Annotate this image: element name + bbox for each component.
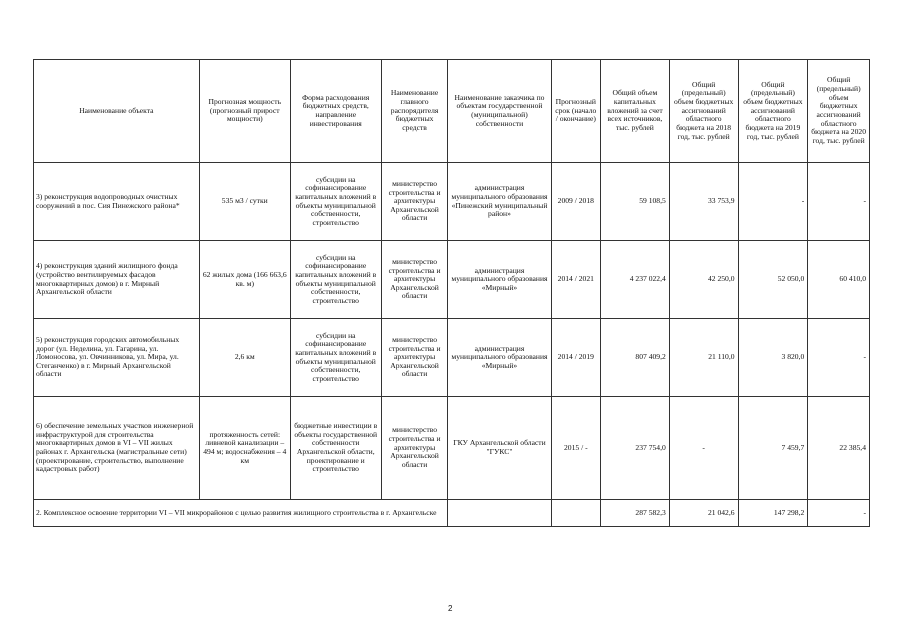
cell-capacity: протяженность сетей: ливневой канализации – 494 м; водоснабжения – 4 км: [199, 397, 290, 500]
cell-2018: 21 110,0: [669, 319, 738, 397]
summary-2020: -: [808, 500, 870, 527]
cell-customer: ГКУ Архангельской области "ГУКС": [448, 397, 551, 500]
cell-object-name: 6) обеспечение земельных участков инженерной инфраструктурой для строительства многоквартирных домов в VI – VII жилых районах г. Архангельска (магистральные сети) (проектирование, строительство, выполнение кадастровых работ): [34, 397, 200, 500]
cell-total: 4 237 022,4: [601, 241, 670, 319]
cell-object-name: 3) реконструкция водопроводных очистных сооружений в пос. Сия Пинежского района*: [34, 163, 200, 241]
table-row: [34, 397, 870, 500]
cell-total: 237 754,0: [601, 397, 670, 500]
summary-empty-customer: [448, 500, 551, 527]
summary-empty-term: [551, 500, 601, 527]
cell-capacity: 535 м3 / сутки: [199, 163, 290, 241]
cell-form: субсидии на софинансирование капитальных вложений в объекты муниципальной собственности, строительство: [290, 319, 381, 397]
cell-object-name: 5) реконструкция городских автомобильных дорог (ул. Неделина, ул. Гагарина, ул. Ломоносова, ул. Овчинникова, ул. Мира, ул. Стеганченко) в г. Мирный Архангельской области: [34, 319, 200, 397]
cell-2020: 22 385,4: [808, 397, 870, 500]
page-number: 2: [448, 604, 453, 613]
cell-2018: 42 250,0: [669, 241, 738, 319]
cell-customer: администрация муниципального образования «Пинежский муниципальный район»: [448, 163, 551, 241]
table-header-row: [34, 60, 870, 163]
table-row: [34, 163, 870, 241]
table-row: [34, 319, 870, 397]
cell-capacity: 2,6 км: [199, 319, 290, 397]
cell-customer: администрация муниципального образования «Мирный»: [448, 319, 551, 397]
summary-section-name: 2. Комплексное освоение территории VI – VII микрорайонов с целью развития жилищного строительства в г. Архангельске: [34, 500, 448, 527]
cell-term: 2014 / 2021: [551, 241, 601, 319]
summary-total: 287 582,3: [601, 500, 670, 527]
cell-form: субсидии на софинансирование капитальных вложений в объекты муниципальной собственности, строительство: [290, 241, 381, 319]
header-2020: Общий (предельный) объем бюджетных ассигнований областного бюджета на 2020 год, тыс. рублей: [808, 60, 870, 163]
investment-table: [33, 59, 870, 527]
cell-term: 2014 / 2019: [551, 319, 601, 397]
table-row: [34, 241, 870, 319]
cell-2018: 33 753,9: [669, 163, 738, 241]
cell-2020: -: [808, 163, 870, 241]
cell-2019: 52 050,0: [738, 241, 808, 319]
header-customer: Наименование заказчика по объектам государственной (муниципальной) собственности: [448, 60, 551, 163]
cell-manager: министерство строительства и архитектуры Архангельской области: [381, 397, 448, 500]
cell-form: субсидии на софинансирование капитальных вложений в объекты муниципальной собственности, строительство: [290, 163, 381, 241]
table-summary-row: [34, 500, 870, 527]
cell-total: 807 409,2: [601, 319, 670, 397]
header-total: Общий объем капитальных вложений за счет всех источников, тыс. рублей: [601, 60, 670, 163]
cell-total: 59 108,5: [601, 163, 670, 241]
header-term: Прогнозный срок (начало / окончание): [551, 60, 601, 163]
cell-term: 2015 / -: [551, 397, 601, 500]
cell-2019: 7 459,7: [738, 397, 808, 500]
cell-2019: 3 820,0: [738, 319, 808, 397]
cell-capacity: 62 жилых дома (166 663,6 кв. м): [199, 241, 290, 319]
cell-manager: министерство строительства и архитектуры Архангельской области: [381, 319, 448, 397]
cell-manager: министерство строительства и архитектуры Архангельской области: [381, 241, 448, 319]
cell-object-name: 4) реконструкция зданий жилищного фонда (устройство вентилируемых фасадов многоквартирных домов) в г. Мирный Архангельской области: [34, 241, 200, 319]
cell-customer: администрация муниципального образования «Мирный»: [448, 241, 551, 319]
cell-term: 2009 / 2018: [551, 163, 601, 241]
cell-form: бюджетные инвестиции в объекты государственной собственности Архангельской области, проектирование и строительство: [290, 397, 381, 500]
header-name: Наименование объекта: [34, 60, 200, 163]
cell-2018: -: [669, 397, 738, 500]
header-form: Форма расходования бюджетных средств, направление инвестирования: [290, 60, 381, 163]
cell-2020: -: [808, 319, 870, 397]
summary-2018: 21 042,6: [669, 500, 738, 527]
summary-2019: 147 298,2: [738, 500, 808, 527]
header-2018: Общий (предельный) объем бюджетных ассигнований областного бюджета на 2018 год, тыс. рублей: [669, 60, 738, 163]
cell-2019: -: [738, 163, 808, 241]
header-capacity: Прогнозная мощность (прогнозный прирост мощности): [199, 60, 290, 163]
cell-2020: 60 410,0: [808, 241, 870, 319]
header-2019: Общий (предельный) объем бюджетных ассигнований областного бюджета на 2019 год, тыс. рублей: [738, 60, 808, 163]
cell-manager: министерство строительства и архитектуры Архангельской области: [381, 163, 448, 241]
header-manager: Наименование главного распорядителя бюджетных средств: [381, 60, 448, 163]
